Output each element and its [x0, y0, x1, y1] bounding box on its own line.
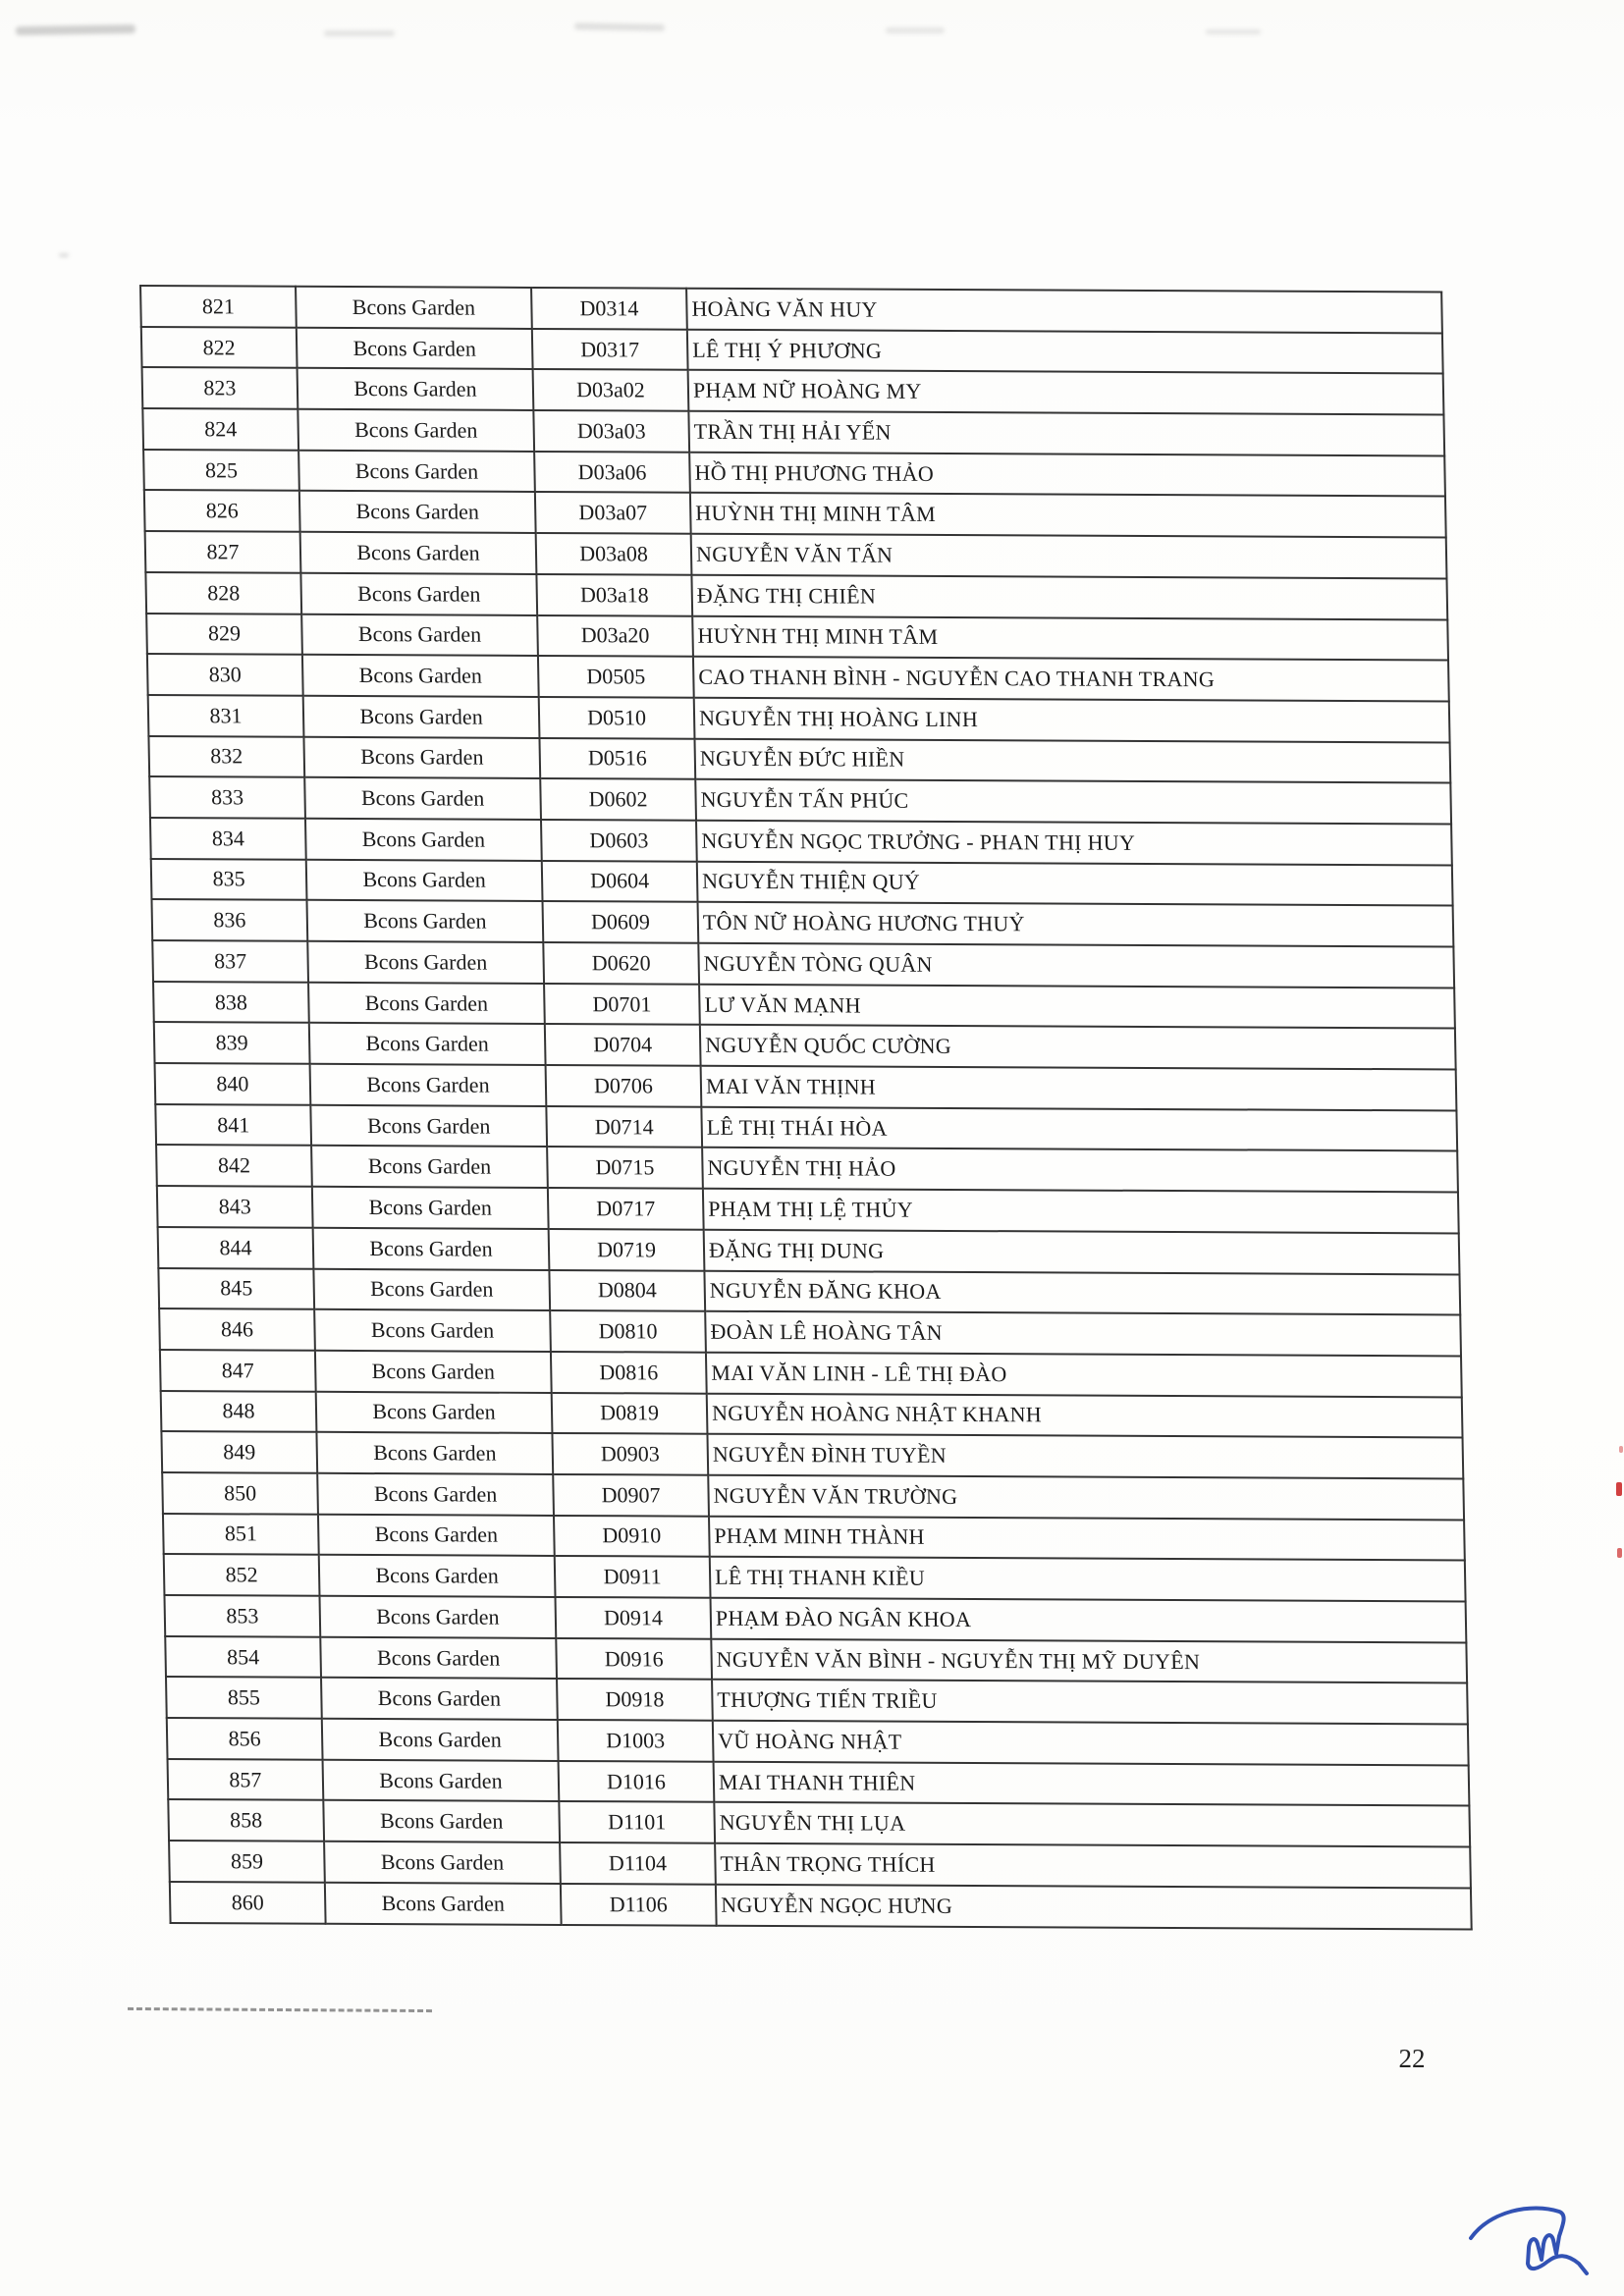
table-row	[168, 1799, 1470, 1846]
table-row	[156, 1145, 1458, 1192]
cell-project-name: Bcons Garden	[317, 1473, 554, 1516]
table-row	[161, 1431, 1463, 1478]
cell-unit-code: D03a20	[537, 614, 693, 656]
table-row	[143, 450, 1445, 497]
cell-unit-code: D0910	[554, 1516, 710, 1557]
cell-project-name: Bcons Garden	[322, 1719, 559, 1761]
cell-row-number: 839	[154, 1022, 310, 1063]
table-row	[148, 695, 1450, 742]
cell-row-number: 857	[168, 1759, 324, 1800]
cell-row-number: 851	[163, 1514, 319, 1555]
cell-project-name: Bcons Garden	[308, 982, 545, 1024]
table-row	[144, 490, 1446, 537]
cell-owner-name: PHẠM MINH THÀNH	[709, 1516, 1465, 1560]
cell-owner-name: NGUYỄN QUỐC CƯỜNG	[700, 1025, 1456, 1069]
table-row	[141, 327, 1443, 374]
scan-dashed-line-artifact	[128, 2007, 432, 2012]
cell-unit-code: D0717	[548, 1188, 704, 1229]
cell-unit-code: D1016	[559, 1761, 715, 1802]
table-row	[155, 1063, 1457, 1110]
cell-unit-code: D0916	[556, 1638, 712, 1680]
cell-unit-code: D0715	[547, 1147, 703, 1188]
table-row	[169, 1841, 1471, 1888]
table-row	[161, 1391, 1463, 1438]
cell-row-number: 821	[140, 286, 297, 327]
table-row	[142, 408, 1444, 455]
cell-row-number: 848	[161, 1391, 317, 1432]
table-row	[164, 1595, 1466, 1642]
cell-project-name: Bcons Garden	[315, 1351, 552, 1393]
cell-owner-name: TRẦN THỊ HẢI YẾN	[688, 411, 1444, 455]
cell-owner-name: NGUYỄN ĐỨC HIỀN	[694, 738, 1450, 782]
cell-row-number: 833	[149, 776, 305, 818]
cell-row-number: 834	[150, 818, 306, 859]
cell-project-name: Bcons Garden	[319, 1596, 556, 1638]
cell-unit-code: D0911	[555, 1556, 711, 1597]
table-row	[158, 1268, 1460, 1315]
cell-project-name: Bcons Garden	[323, 1760, 560, 1802]
cell-unit-code: D03a18	[536, 574, 692, 615]
unit-owner-table	[139, 285, 1432, 1930]
cell-unit-code: D0706	[546, 1065, 702, 1106]
cell-unit-code: D0516	[539, 738, 695, 779]
cell-project-name: Bcons Garden	[314, 1309, 551, 1352]
page-number: 22	[1398, 2044, 1426, 2073]
cell-owner-name: PHẠM ĐÀO NGÂN KHOA	[711, 1598, 1467, 1642]
signature-scribble-icon	[1465, 2197, 1618, 2287]
cell-project-name: Bcons Garden	[302, 655, 539, 697]
cell-owner-name: CAO THANH BÌNH - NGUYỄN CAO THANH TRANG	[693, 657, 1449, 701]
table-row	[163, 1514, 1465, 1561]
cell-owner-name: NGUYỄN VĂN BÌNH - NGUYỄN THỊ MỸ DUYÊN	[711, 1638, 1467, 1682]
cell-unit-code: D0317	[532, 329, 688, 370]
cell-project-name: Bcons Garden	[325, 1883, 562, 1925]
cell-unit-code: D1104	[560, 1842, 716, 1884]
cell-owner-name: ĐẶNG THỊ CHIÊN	[691, 575, 1447, 619]
cell-unit-code: D0907	[553, 1474, 709, 1516]
red-edge-tick-icon	[1619, 1446, 1623, 1453]
cell-project-name: Bcons Garden	[303, 696, 540, 738]
table-row	[166, 1677, 1468, 1724]
cell-owner-name: NGUYỄN THỊ LỤA	[714, 1802, 1470, 1846]
cell-project-name: Bcons Garden	[309, 1023, 546, 1065]
cell-owner-name: NGUYỄN THỊ HOÀNG LINH	[694, 698, 1450, 742]
cell-row-number: 825	[143, 450, 299, 491]
cell-row-number: 836	[151, 899, 307, 940]
cell-project-name: Bcons Garden	[324, 1842, 561, 1884]
cell-project-name: Bcons Garden	[316, 1391, 553, 1433]
table-row	[140, 286, 1442, 333]
cell-owner-name: NGUYỄN THIỆN QUÝ	[697, 861, 1453, 905]
cell-owner-name: THÂN TRỌNG THÍCH	[715, 1843, 1471, 1888]
cell-owner-name: ĐOÀN LÊ HOÀNG TÂN	[705, 1311, 1461, 1356]
cell-row-number: 845	[158, 1268, 314, 1309]
table-row	[155, 1104, 1457, 1151]
cell-unit-code: D0918	[557, 1679, 713, 1720]
cell-unit-code: D0816	[551, 1352, 707, 1393]
cell-project-name: Bcons Garden	[312, 1187, 549, 1229]
table-row	[159, 1308, 1461, 1356]
scan-smudge	[574, 23, 665, 31]
cell-unit-code: D0804	[549, 1269, 705, 1310]
table-row	[158, 1227, 1460, 1274]
table-row	[170, 1882, 1472, 1929]
cell-unit-code: D0914	[556, 1597, 712, 1638]
cell-owner-name: PHẠM NỮ HOÀNG MY	[688, 370, 1444, 414]
cell-owner-name: HỒ THỊ PHƯƠNG THẢO	[689, 452, 1445, 496]
cell-owner-name: NGUYỄN ĐĂNG KHOA	[704, 1270, 1460, 1314]
cell-row-number: 846	[159, 1308, 315, 1350]
cell-project-name: Bcons Garden	[319, 1555, 556, 1597]
table-row	[147, 654, 1449, 701]
cell-unit-code: D0510	[539, 697, 695, 738]
cell-row-number: 841	[155, 1104, 311, 1146]
table-row	[148, 736, 1450, 783]
cell-project-name: Bcons Garden	[320, 1636, 557, 1679]
cell-row-number: 828	[145, 572, 301, 614]
cell-owner-name: MAI VĂN THỊNH	[701, 1066, 1457, 1110]
table-row	[151, 899, 1453, 946]
cell-project-name: Bcons Garden	[318, 1514, 555, 1556]
cell-unit-code: D0903	[552, 1433, 708, 1474]
cell-row-number: 840	[155, 1063, 311, 1104]
cell-unit-code: D1101	[559, 1801, 715, 1842]
cell-owner-name: LÊ THỊ Ý PHƯƠNG	[687, 329, 1443, 373]
cell-owner-name: PHẠM THỊ LỆ THỦY	[703, 1189, 1459, 1233]
cell-row-number: 826	[144, 490, 300, 531]
cell-row-number: 824	[142, 408, 298, 450]
cell-owner-name: LÊ THỊ THÁI HÒA	[701, 1106, 1457, 1150]
cell-project-name: Bcons Garden	[311, 1146, 548, 1188]
cell-row-number: 823	[142, 367, 298, 408]
cell-owner-name: NGUYỄN TÒNG QUÂN	[698, 943, 1454, 988]
cell-row-number: 837	[152, 940, 308, 982]
cell-project-name: Bcons Garden	[298, 451, 535, 493]
cell-unit-code: D0314	[531, 288, 687, 329]
red-edge-tick-icon	[1617, 1548, 1622, 1558]
table-row	[164, 1554, 1466, 1601]
table-row	[154, 1022, 1456, 1069]
cell-unit-code: D1003	[558, 1720, 714, 1761]
red-edge-tick-icon	[1616, 1482, 1622, 1496]
cell-unit-code: D03a02	[533, 369, 689, 410]
cell-unit-code: D0819	[552, 1393, 708, 1434]
cell-row-number: 835	[151, 859, 307, 900]
table-row	[150, 818, 1452, 865]
cell-row-number: 830	[147, 654, 303, 695]
cell-owner-name: NGUYỄN HOÀNG NHẬT KHANH	[707, 1393, 1463, 1437]
cell-row-number: 853	[164, 1595, 320, 1636]
table-row	[142, 367, 1444, 414]
cell-project-name: Bcons Garden	[313, 1268, 550, 1310]
cell-unit-code: D0505	[538, 656, 694, 697]
table-row	[165, 1636, 1467, 1683]
cell-owner-name: VŨ HOÀNG NHẬT	[713, 1721, 1469, 1765]
cell-project-name: Bcons Garden	[307, 941, 544, 984]
cell-project-name: Bcons Garden	[298, 368, 534, 410]
table-row	[168, 1759, 1470, 1806]
cell-owner-name: HOÀNG VĂN HUY	[686, 289, 1442, 333]
cell-unit-code: D0609	[543, 901, 699, 942]
cell-row-number: 847	[160, 1350, 316, 1391]
table-row	[162, 1472, 1464, 1520]
table-row	[151, 859, 1453, 906]
cell-owner-name: MAI THANH THIÊN	[714, 1761, 1470, 1805]
cell-row-number: 855	[166, 1677, 322, 1718]
scan-smudge	[16, 25, 135, 35]
cell-row-number: 844	[158, 1227, 314, 1268]
scan-smudge	[59, 253, 69, 257]
cell-unit-code: D0701	[544, 984, 700, 1025]
cell-owner-name: NGUYỄN TẤN PHÚC	[695, 779, 1451, 824]
cell-owner-name: NGUYỄN ĐÌNH TUYỀN	[707, 1434, 1463, 1478]
table-row	[160, 1350, 1462, 1397]
cell-row-number: 843	[157, 1186, 313, 1227]
cell-unit-code: D0602	[540, 778, 696, 820]
scan-smudge	[886, 27, 945, 33]
cell-unit-code: D0810	[550, 1310, 706, 1352]
cell-project-name: Bcons Garden	[299, 491, 536, 533]
table-row	[145, 531, 1447, 578]
cell-project-name: Bcons Garden	[306, 859, 543, 901]
cell-owner-name: LƯ VĂN MẠNH	[699, 984, 1455, 1028]
cell-row-number: 858	[168, 1799, 324, 1841]
cell-project-name: Bcons Garden	[306, 900, 543, 942]
cell-row-number: 850	[162, 1472, 318, 1514]
cell-unit-code: D0704	[545, 1024, 701, 1065]
cell-project-name: Bcons Garden	[323, 1800, 560, 1842]
cell-owner-name: NGUYỄN VĂN TẤN	[691, 534, 1447, 578]
cell-row-number: 854	[165, 1636, 321, 1678]
cell-project-name: Bcons Garden	[303, 736, 540, 778]
cell-row-number: 856	[167, 1718, 323, 1759]
cell-unit-code: D03a06	[534, 452, 690, 493]
cell-unit-code: D0603	[541, 820, 697, 861]
cell-row-number: 852	[164, 1554, 320, 1595]
cell-owner-name: LÊ THỊ THANH KIỀU	[710, 1557, 1466, 1601]
cell-unit-code: D0714	[546, 1106, 702, 1148]
cell-project-name: Bcons Garden	[310, 1064, 547, 1106]
cell-row-number: 842	[156, 1145, 312, 1186]
cell-owner-name: NGUYỄN THỊ HẢO	[702, 1148, 1458, 1192]
cell-unit-code: D03a08	[536, 533, 692, 574]
table-row	[167, 1718, 1469, 1765]
scan-smudge	[324, 30, 395, 36]
cell-project-name: Bcons Garden	[300, 532, 537, 574]
table-row	[157, 1186, 1459, 1233]
table-row	[146, 614, 1448, 661]
cell-row-number: 832	[148, 736, 304, 777]
cell-project-name: Bcons Garden	[310, 1105, 547, 1148]
table-row	[153, 982, 1455, 1029]
cell-row-number: 860	[170, 1882, 326, 1923]
cell-row-number: 827	[145, 531, 301, 572]
cell-project-name: Bcons Garden	[316, 1432, 553, 1474]
cell-row-number: 831	[148, 695, 304, 736]
cell-project-name: Bcons Garden	[298, 409, 534, 452]
cell-unit-code: D03a03	[533, 410, 689, 452]
cell-row-number: 838	[153, 982, 309, 1023]
cell-unit-code: D0620	[543, 942, 699, 984]
cell-owner-name: MAI VĂN LINH - LÊ THỊ ĐÀO	[706, 1353, 1462, 1397]
cell-project-name: Bcons Garden	[301, 614, 538, 656]
cell-row-number: 822	[141, 327, 298, 368]
cell-owner-name: ĐẶNG THỊ DUNG	[704, 1230, 1460, 1274]
cell-project-name: Bcons Garden	[313, 1228, 550, 1270]
cell-row-number: 859	[169, 1841, 325, 1882]
cell-owner-name: NGUYỄN VĂN TRƯỜNG	[708, 1475, 1464, 1520]
cell-unit-code: D1106	[561, 1884, 717, 1925]
table-row	[149, 776, 1451, 824]
cell-row-number: 829	[146, 614, 302, 655]
cell-project-name: Bcons Garden	[296, 287, 532, 329]
cell-owner-name: NGUYỄN NGỌC HƯNG	[716, 1885, 1472, 1929]
cell-project-name: Bcons Garden	[304, 777, 541, 820]
cell-unit-code: D03a07	[535, 492, 691, 533]
cell-owner-name: THƯỢNG TIẾN TRIỀU	[712, 1680, 1468, 1724]
cell-owner-name: NGUYỄN NGỌC TRƯỞNG - PHAN THỊ HUY	[696, 821, 1452, 865]
cell-unit-code: D0719	[549, 1229, 705, 1270]
table-row	[145, 572, 1447, 619]
cell-owner-name: HUỲNH THỊ MINH TÂM	[692, 615, 1448, 660]
cell-project-name: Bcons Garden	[321, 1678, 558, 1720]
cell-unit-code: D0604	[542, 861, 698, 902]
cell-project-name: Bcons Garden	[305, 819, 542, 861]
scan-smudge	[1206, 29, 1261, 34]
table-row	[152, 940, 1454, 988]
cell-owner-name: TÔN NỮ HOÀNG HƯƠNG THUỶ	[698, 902, 1454, 946]
cell-row-number: 849	[161, 1431, 317, 1472]
cell-project-name: Bcons Garden	[297, 327, 533, 369]
unit-table-body	[140, 286, 1472, 1929]
cell-project-name: Bcons Garden	[300, 573, 537, 615]
cell-owner-name: HUỲNH THỊ MINH TÂM	[690, 493, 1446, 537]
